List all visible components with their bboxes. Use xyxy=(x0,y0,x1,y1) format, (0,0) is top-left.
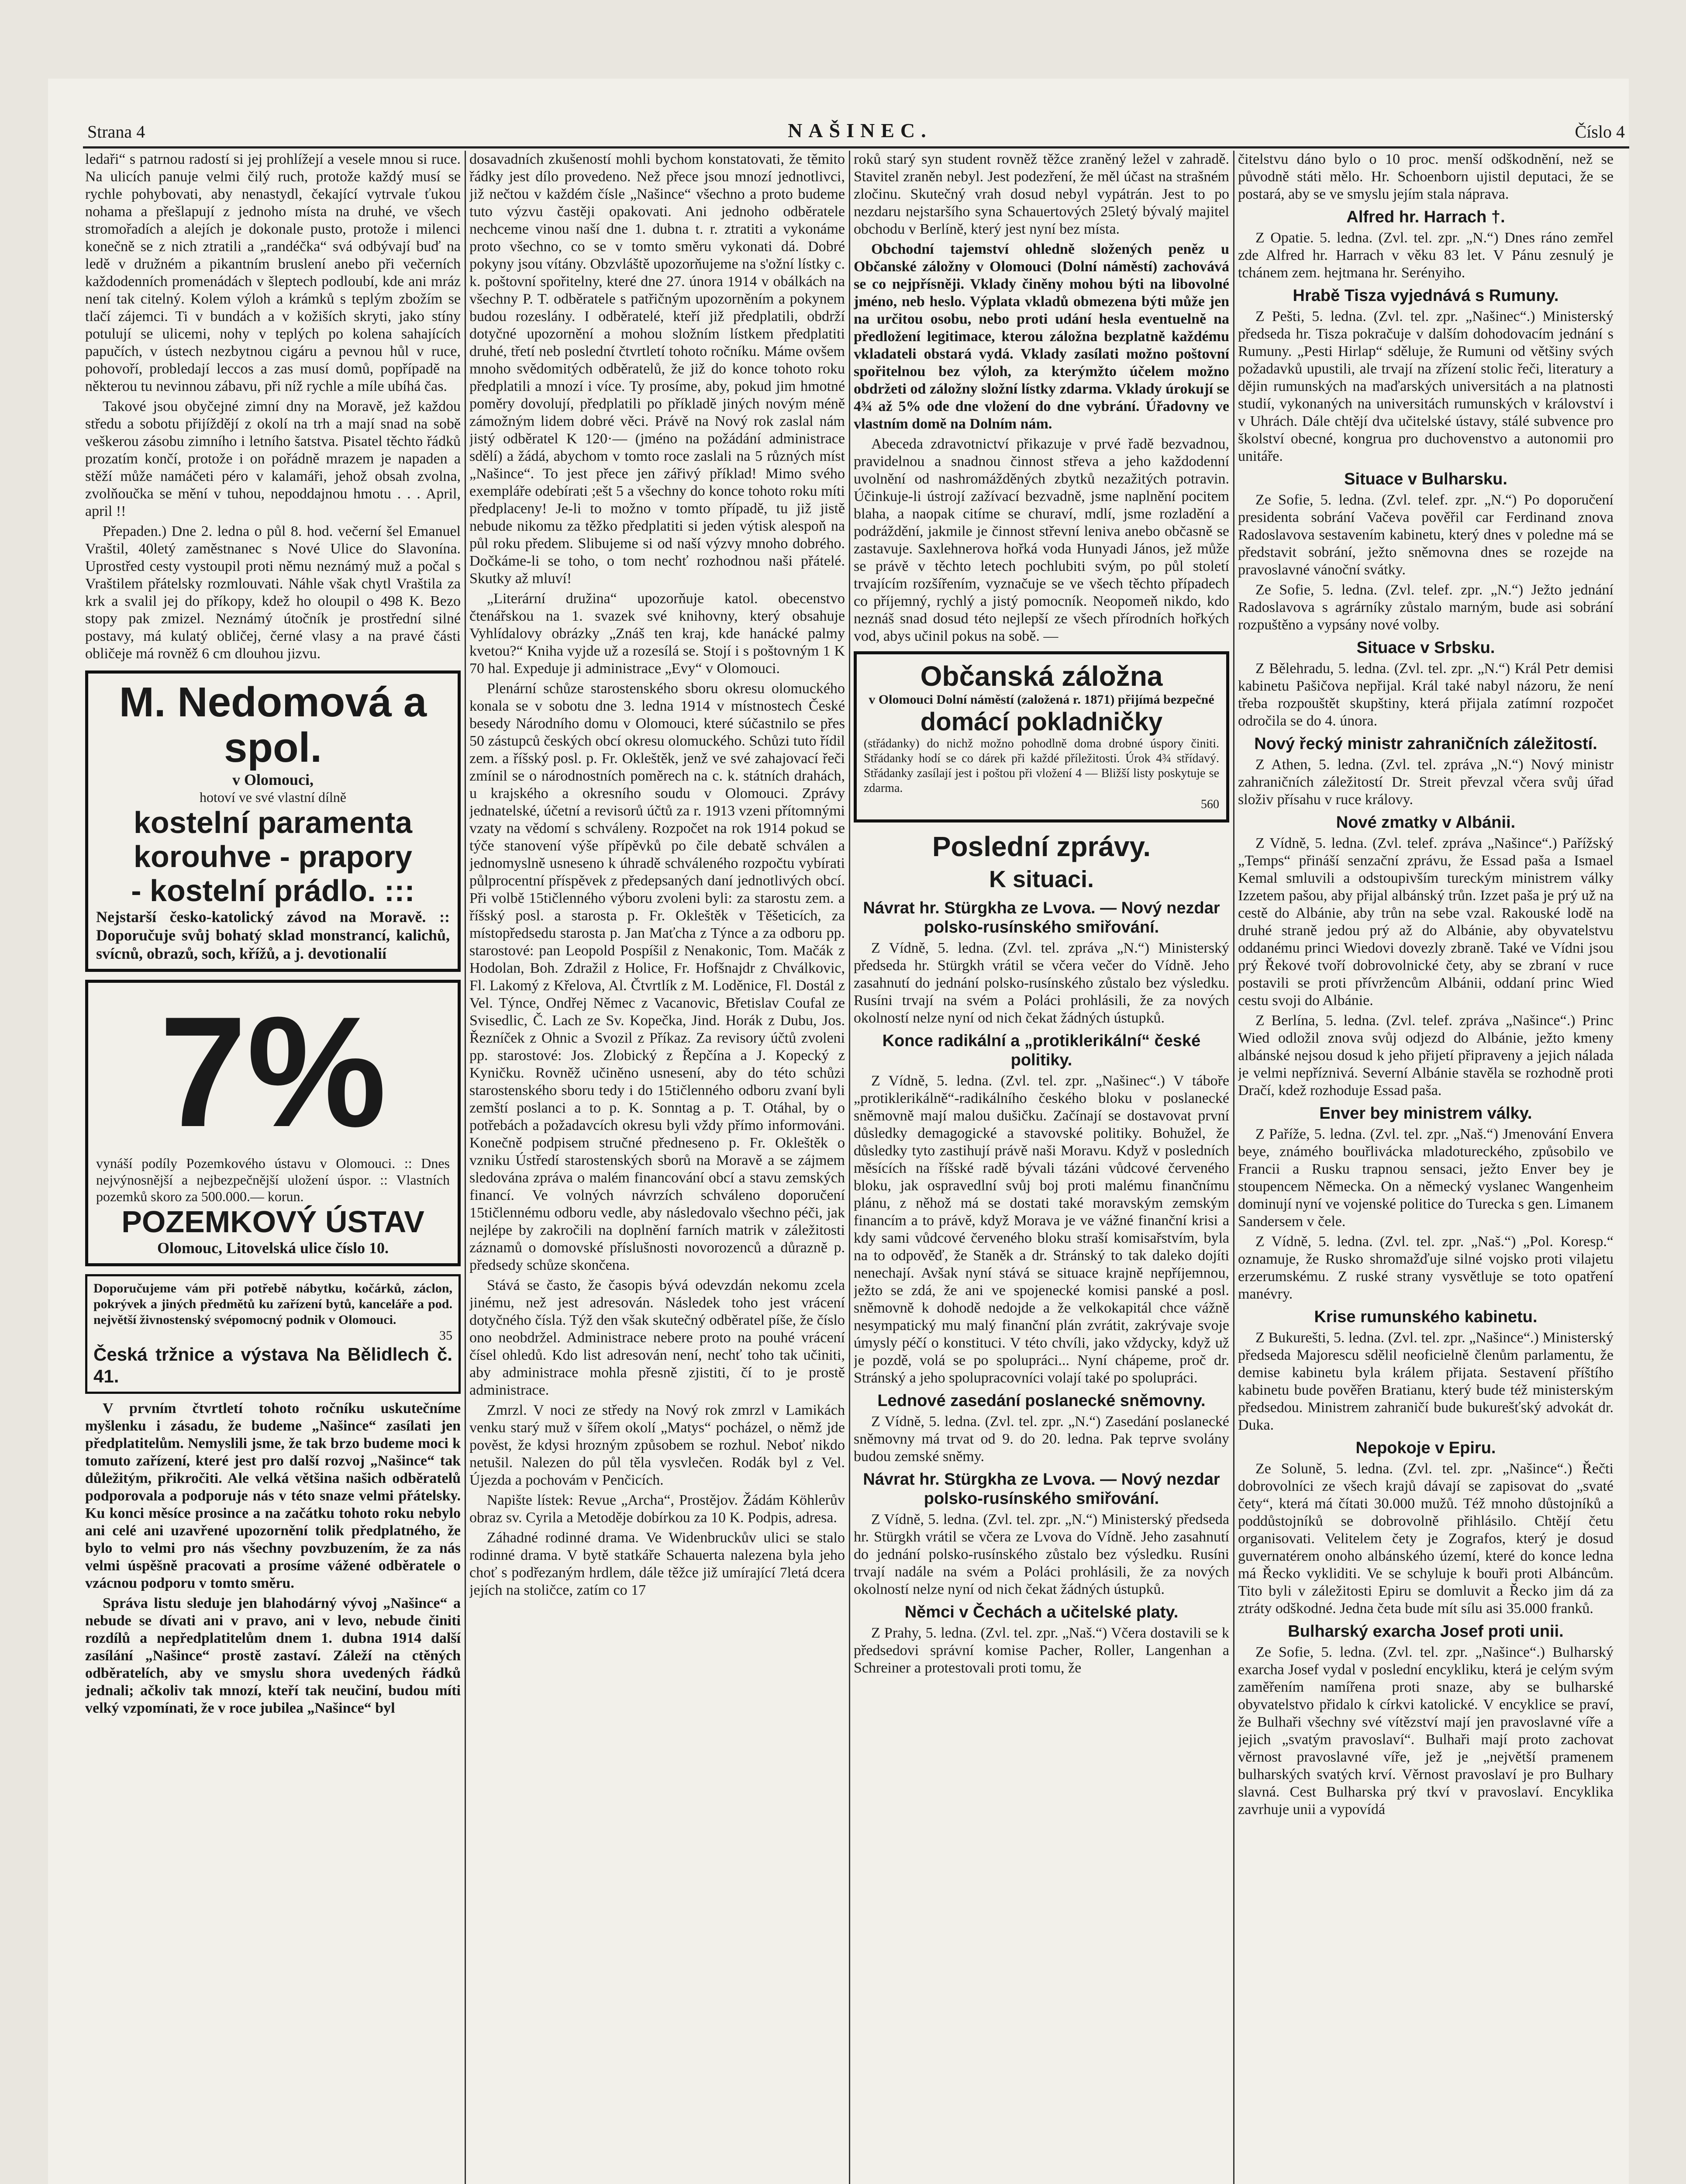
news-headline: Situace v Srbsku. xyxy=(1356,639,1495,657)
article-text: dosavadních zkušeností mohli bychom konstatovati, že těmito řádky jest dílo provedeno. Než přece jsou mnozí jednotlivci, již nečtou v každém čísle „Našince“ všechno a proto budeme tuto výzvu častěji opakovati. Ani jednoho odběratele nechceme vinou naší dne 1. dubna t. r. ztratiti a vykonáme proto všechno, co se v tomto směru vykonati dá. Dobré pokyny jsou vítány. Obzvláště upozorňujeme na s'ožní lístky c. k. poštovní spořitelny, které dne 27. února 1914 v obálkách na všechny P. T. odběratele s patřičným upozorněním a pokynem budou rozeslány. I odběratelé, kteří již předplatili, obdrží dotyčné upozornění a mohou složním lístkem předplatiti druhé, třetí neb poslední čtvrtletí tohoto ročníku. Máme ovšem mnoho svědomitých odběratelů, že již do konce tohoto roku předplatili a mnozí i více. Ty prosíme, aby, pokud jim hmotné poměry dovolují, předplatili po příkladě jiných novým méně zámožným lidem dobré věci. Právě na Nový rok zaslal nám jistý odběratel K 120·— (jméno na požádání administrace sdělí) a žádá, abychom v tomto roce zaslali na 5 různých míst „Našince“. To jest přece jen zářivý příklad! Mimo svého exempláře odebírati ;ešt 5 a všechny do konce tohoto roku míti předplaceny! Je-li to možno v tomto případě, tu již jistě nebude nikomu za těžko předplatiti si jeden výtisk alespoň na půl roku předem. Slibujeme si od naší výzvy mnoho dobrého. Dočkáme-li se toho, o tom nechť rozhodnou naši přátelé. Skutky až mluví! xyxy=(469,151,845,587)
news-headline: Nový řecký ministr zahraničních záležitostí. xyxy=(1254,735,1597,753)
news-text: Z Pešti, 5. ledna. (Zvl. tel. zpr. „Našinec“.) Ministerský předseda hr. Tisza pokračuje v dalším dohodovacím jednání s Rumuny. „Pesti Hirlap“ sděluje, že Rumuni od většiny svých požadavků upustili, ale trvají na zřízení stolic řeči, literatury a dějin rumunských na maďarských universitách a na platnosti studií, vykonaných na universitách rumunských v království i v Uhrách. Dále chtějí dva učitelské ústavy, stálé subvence pro školství obecné, kongrua pro duchovenstvo a autonomii pro unitáře. xyxy=(1238,308,1614,464)
advertisement-nedomova xyxy=(85,670,461,972)
masthead-title: NAŠINEC. xyxy=(788,119,932,142)
news-text: Z Opatie. 5. ledna. (Zvl. tel. zpr. „N.“) Dnes ráno zemřel zde Alfred hr. Harrach v věku 83 let. V Pánu zesnulý je tchánem zem. hejtmana hr. Serényiho. xyxy=(1238,230,1614,281)
ad-line: korouhve - prapory xyxy=(134,840,412,874)
page-number: Strana 4 xyxy=(87,122,145,142)
article-text: Stává se často, že časopis bývá odevzdán nekomu zcela jinému, než jest adresován. Následek toho jest vrácení dotyčného čísla. Týž den však skutečný odběratel píše, že číslo ono neobdržel. Administrace nebere proto na pouhé vrácení čísel ohledů. Kdo list adresován není, nechť toho tak učiniti, aby administrace mohla přesně zjistiti, čí to je prostě administrace. xyxy=(469,1277,845,1398)
page-header xyxy=(87,111,1625,142)
news-headline: Návrat hr. Stürgkha ze Lvova. — Nový nezdar polsko-rusínského smiřování. xyxy=(863,1470,1220,1508)
advertisement-pozemkovy-ustav xyxy=(85,980,461,1266)
news-text: Ze Sofie, 5. ledna. (Zvl. telef. zpr. „N.“) Po doporučení presidenta sobrání Vačeva pověřil car Ferdinand znova Radoslavova sestavením kabinetu, který dnes v poledne má se představit sobrání, ježto sněmovna dnes se rozejde na pravoslavné vánoční svátky. xyxy=(1238,492,1614,578)
news-text: Z Vídně, 5. ledna. (Zvl. tel. zpr. „Naš.“) „Pol. Koresp.“ oznamuje, že Rusko shromažďuje silné vojsko proti vilajetu erzerumskému. Z ruské strany vysvětluje se toto opatření manévry. xyxy=(1238,1234,1614,1302)
ad-company-name: M. Nedomová a spol. xyxy=(119,679,427,771)
news-text: Ze Sofie, 5. ledna. (Zvl. telef. zpr. „N.“) Ježto jednání Radoslavova s agrárníky zůstalo marným, bude asi sobrání rozpuštěno a vypsány nové volby. xyxy=(1238,582,1614,633)
news-text: Z Paříže, 5. ledna. (Zvl. tel. zpr. „Naš.“) Jmenování Envera beye, známého bouřlivácka mladotureckého, způsobilo ve Francii a Rusku trapnou sensaci, ježto Enver bey je stoupencem Německa. On a německý vyslanec Wangenheim dominují nyní ve vojenské politice do Turecka s gen. Limanem Sandersem v čele. xyxy=(1238,1126,1614,1230)
article-text: Záhadné rodinné drama. Ve Widenbruckův ulici se stalo rodinné drama. V bytě statkáře Schauerta nalezena byla jeho choť s podřezaným hrdlem, dále těžce již umírající 7letá dcera jejích na stoličce, zatím co 17 xyxy=(469,1530,845,1598)
article-text: Zmrzl. V noci ze středy na Nový rok zmrzl v Lamikách venku starý muž v šířem okolí „Matys“ pocházel, o němž jde pověst, že kdysi hrozným způsobem se rozhul. Neboť nikdo netušil. Nalezen do půl těla vysvlečen. Rodák byl z Vel. Újezda a pochovám v Penčicích. xyxy=(469,1402,845,1488)
news-text: Z Vídně, 5. ledna. (Zvl. tel. zpr. „N.“) Ministerský předseda hr. Stürgkh vrátil se včera ze Lvova do Vídně. Jeho zasahnutí do jednání polsko-rusínského zůstalo bez výsledku. Rusíni trvají nadále na svém a Poláci prohlásili, že za nových okolností nelze nyní od nich čekat žádných ústupků. xyxy=(854,1511,1229,1597)
news-headline: Nepokoje v Epiru. xyxy=(1355,1439,1496,1457)
article-text: „Literární družina“ upozorňuje katol. obecenstvo čtenářskou na 1. svazek své knihovny, který obsahuje Vyhlídalovy obrázky „Znáš ten kraj, kde hanácké palmy kvetou?“ Kniha vyjde už a rozesílá se. Stojí i s poštovným 1 K 70 hal. Expeduje ji administrace „Evy“ v Olomouci. xyxy=(469,591,845,677)
article-text: Plenární schůze starostenského sboru okresu olomuckého konala se v sobotu dne 3. ledna 1914 v místnostech České besedy Národního domu v Olomouci, které súčastnilo se přes 50 zástupců českých obcí okresu olomuckého. Schůzi tuto řídil zem. a říšský posl. p. Fr. Okleštěk, jenž ve své zahajovací řeči zmínil se o národnostních poměrech na c. k. státních drahách, u krajského a okresního soudu v Olomouci. Zprávy jednatelské, účetní a revisorů účtů za r. 1913 vzeni přítomnými vzaty na vědomí s schváleny. Rozpočet na rok 1914 pokud se týče stanovení výše přípěvků po čile debatě schválen a jednomyslně usneseno k úhradě schváleného rozpočtu vybírati půlprocentní příspěvek z předepsaných daní jednotlivých obcí. Při volbě 15tičlenného výboru zvoleni byli: za starostu zem. a říšský posl. a starosta p. Fr. Okleštěk v Těšeticích, za místopředsedu starosta p. Jan Maťcha z Týnce a za odboru pp. starostové: pan Leopold Pospíšil z Nenakonic, Tom. Mačák z Hodolan, Boh. Zdražil z Holice, Fr. Hofšnajdr z Chválkovic, Fl. Lakomý z Křelova, Al. Čtvrtlík z M. Loděnice, Fl. Dostál z Vel. Týnce, Ondřej Němec z Vacanovic, Břetislav Coufal ze Svisedlic, Č. Lach ze Sv. Kopečka, Jind. Horák z Dubu, Jos. Řezníček z Ohnic a Svozil z Příkaz. Za revisory účtů zvoleni pp. starostové: Jos. Zlobický z Řepčína a J. Kopecký z Kyničku. Rovněž učiněno usnesení, aby do této schůzi starostenského sboru tedy i do 15tičlenného odboru zvaní byli zemští poslanci a to p. K. Sonntag a p. T. Otáhal, by o potřebách a požadavcích okresu byli vždy přímo informováni. Konečně podpisem stručné předneseno p. Fr. Okleštěk o vzniku Ústředí starostenských sborů na Moravě a se zájmem sledována zpráva o malém financování obcí a stavu zemských financí. Ve volných návrzích schváleno doporučení 15tičlennému odboru vedle, aby následovalo všechno péči, jak nejlépe by zakročili na doplnění farních matrik v záležitosti záznamů o domovské příslušnosti novorozenců a důrazně p. předsedy schůze skončena. xyxy=(469,681,845,1273)
news-text: Ze Sofie, 5. ledna. (Zvl. tel. zpr. „Našince“.) Bulharský exarcha Josef vydal v poslední encykliku, která je celým svým zaměřením namířena proti snaze, aby se bulharské obyvatelstvo přidalo k církvi katolické. V encyklice se praví, že Bulhaři všechny své vítězství mají jen pravoslavné víře a jejich „svatým pravoslaví“. Bulhaři mají proto zachovat věrnost pravoslavné víře, jež je „největší pramenem bulharských svatých krví. Věrnost pravoslaví je pro Bulhary slavná. Cest Bulharska prý tkví v pravoslaví. Encyklika zavrhuje unii a vypovídá xyxy=(1238,1644,1614,1818)
news-text: Z Vídně, 5. ledna. (Zvl. tel. zpráva „N.“) Ministerský předseda hr. Stürgkh vrátil se včera večer do Vídně. Jeho zasahnutí do jednání polsko-rusínského zůstalo bez výsledku. Rusíni trvají na svém a Poláci prohlásili, že za nových okolností nelze nyní od nich čekat žádných ústupků. xyxy=(854,940,1229,1026)
news-headline: Konce radikální a „protiklerikální“ české politiky. xyxy=(882,1032,1201,1069)
ad-title: Občanská záložna xyxy=(920,660,1163,692)
news-headline: Alfred hr. Harrach †. xyxy=(1346,208,1505,226)
article-text: ledaři“ s patrnou radostí si jej prohlížejí a vesele mnou si ruce. Na ulicích panuje velmi čilý ruch, protože každý musí se rychle pohybovati, aby nenastydl, čekající vytrvale ťukou nohama a přešlapují z jednoho místa na druhé, ve všech stromořadích a alejích je dokonale pusto, protože i milenci konečně se z nich ztratili a „randéčka“ svá odbývají buď na ledě v družném a pikantním bruslení anebo při večerních každodenních promenádách v šleptech podloubí, kde ani mráz není tak citelný. Kolem výloh a krámků s teplým zbožím se tlačí zájemci. Ti v bundách a v kožiších skryti, jako stíny potulují se ulicemi, nohy v teplých po kolena sahajících papučích, v ústech nezbytnou cigáru a pevnou hůl v ruce, pohovoří, probledají leccos a zas musí domů, popřípadě na některou tu nevinnou zábavu, při níž rychle a míle ubíhá čas. xyxy=(85,151,461,394)
header-rule xyxy=(83,146,1629,149)
column-divider xyxy=(465,151,466,2184)
ad-number: 35 xyxy=(439,1328,452,1343)
news-text: čitelstvu dáno bylo o 10 proc. menší odškodnění, než se původně státi mělo. Hr. Schoenborn ujistil deputaci, že se postará, aby se ve smyslu jejím stala náprava. xyxy=(1238,151,1614,202)
section-heading: Poslední zprávy. xyxy=(932,831,1151,862)
news-text: Z Bělehradu, 5. ledna. (Zvl. tel. zpr. „N.“) Král Petr demisi kabinetu Pašičova nepřijal. Král také nabyl názoru, že není třeba rozpouštět skupštiny, která přijala zatímní rozpočet odročila se do 4. února. xyxy=(1238,660,1614,729)
column-3 xyxy=(854,151,1229,2184)
news-text: Z Prahy, 5. ledna. (Zvl. tel. zpr. „Naš.“) Včera dostavili se k předsedovi správní komise Pacher, Roller, Langenhan a Schreiner a protestovali proti tomu, že xyxy=(854,1625,1229,1676)
article-text: Správa listu sleduje jen blahodárný vývoj „Našince“ a nebude se dívati ani v pravo, ani v levo, nebude činiti rozdílů a nepředplatitelům dnem 1. dubna 1914 další zasílání „Našince“ prostě zastaví. Záleží na ctěných odběratelích, aby ve smyslu shora uvedených řádků jednali; ačkoliv tak mnozí, kteří tak neučiní, budou míti velký vzpomínati, že v roce jubilea „Našince“ byl xyxy=(85,1595,461,1716)
column-divider xyxy=(1233,151,1234,2184)
ad-percent: 7% xyxy=(159,984,387,1160)
ad-subtitle: v Olomouci Dolní náměstí (založená r. 1871) přijímá bezpečné xyxy=(869,692,1214,707)
news-headline: Enver bey ministrem války. xyxy=(1319,1104,1532,1123)
news-text: Z Bukurešti, 5. ledna. (Zvl. tel. zpr. „Našince“.) Ministerský předseda Majorescu sdělil neoficielně členům parlamentu, že demise kabinetu byla králem přijata. Sestavení příštího kabinetu bude pověřen Bratianu, který bude též ministerským předsedou. Ministrem zahraničí bude bukurešťský advokát dr. Duka. xyxy=(1238,1330,1614,1433)
ad-address: Olomouc, Litovelská ulice číslo 10. xyxy=(157,1239,389,1257)
news-headline: Hrabě Tisza vyjednává s Rumuny. xyxy=(1293,287,1559,305)
ad-subtitle: hotoví ve své vlastní dílně xyxy=(200,789,346,805)
news-text: Z Vídně, 5. ledna. (Zvl. tel. zpr. „Našinec“.) V táboře „protiklerikálně“-radikálního českého bloku v poslanecké sněmovně mají malou dušičku. Začínají se dostavovat první důsledky demagogické a stavovské politiky. Bohužel, že důsledky tyto zastihují právě naši Moravu. Když v posledních měsících na říšské radě bývali tázáni vůdcové červeného bloku, jak ospravedlní svůj boj proti malému finančnímu plánu, z něhož má se dostati také moravským zemským financím a to právě, když Morava je ve vážné finanční krisi a kdy sami vůdcové červeného bloku straší komisařstvím, byla na to odpověď, že Staněk a dr. Stránský to tak daleko dojíti nenechají. Avšak nyní stává se situace krajně nepříjemnou, ježto se zdá, že ani ve spojenecké komisi panské a posl. sněmovně k dohodě nedojde a že velkokapitál chce vážně nesympatický mu malý finanční plán zvrátit, zakrývaje svoje úmysly péčí o konstituci. V této chvíli, jako vždycky, když už je pozdě, volá se po spolupráci... Nyní chápeme, proč dr. Stránský a jeho spolupracovníci volají také po spolupráci. xyxy=(854,1073,1229,1386)
advertisement-obcanska-zalozna xyxy=(854,651,1229,822)
article-text: roků starý syn student rovněž těžce zraněný ležel v zahradě. Stavitel zraněn nebyl. Jest podezření, že měl účast na strašném zločinu. Skutečný vrah dosud nebyl vypátrán. Jest to po nezdaru nejstaršího syna Schauertových 25letý bývalý majitel obchodu v Berlíně, který jest nyní bez místa. xyxy=(854,151,1229,237)
news-text: Ze Soluně, 5. ledna. (Zvl. tel. zpr. „Našince“.) Řečti dobrovolníci ze všech krajů dávají se zapisovat do „svaté čety“, která má čítati 30.000 mužů. Též mnoho důstojníků a poddůstojníků se dobrovolně přihlásilo. Chtějí četu organisovati. Velitelem čety je Zografos, který je dosud guvernatérem onoho albánského území, které do konce ledna má Řecko vykliditi. Ve se schyluje k bouři proti Albáncům. Tito byli v záležitosti Epiru se domluvit a Řecko jim dá za ztráty odškodné. Jedna četa bude mít sílu asi 35.000 franků. xyxy=(1238,1461,1614,1617)
column-1 xyxy=(85,151,461,2184)
news-text: Z Vídně, 5. ledna. (Zvl. tel. zpr. „N.“) Zasedání poslanecké sněmovny má trvat od 9. do 20. ledna. Pak teprve svolány budou zemské sněmy. xyxy=(854,1413,1229,1465)
news-headline: Krise rumunského kabinetu. xyxy=(1314,1308,1538,1326)
article-text: Abeceda zdravotnictví přikazuje v prvé řadě bezvadnou, pravidelnou a snadnou činnost střeva a jeho každodenní uvolnění od nashromážděných zbytků nezažitých potravin. Účinkuje-li ústrojí zažívací bezvadně, jsme naplnění pocitem blaha, a naopak citíme se churaví, mdlí, jsme rozladění a podráždění, jakmile je činnost střevní leniva anebo občasně se zastavuje. Saxlehnerova hořká voda Hunyadi János, jež může se právě v těchto letech pochlubiti svým, po půl století trvajícím rozšířením, vyznačuje se ve všech těchto případech co příjemný, rychlý a jistý pomocník. Neopomeň nikdo, kdo neznáš snad dosud této nejlepší ze všech přírodních hořkých vod, abys učinil pokus na sobě. — xyxy=(854,436,1229,644)
article-text: Přepaden.) Dne 2. ledna o půl 8. hod. večerní šel Emanuel Vraštil, 40letý zaměstnanec s Nové Ulice do Slavonína. Uprostřed cesty vystoupil proti němu neznámý muž a počal s Vraštilem přátelsky rozmlouvati. Náhle však chytl Vraštila za krk a svalil jej do příkopy, kdež ho oloupil o 498 K. Bezo stopy pak zmizel. Neznámý útočník je prostřední silné postavy, má kulatý obličej, černé vlasy a na pravé části obličeje má rovněž 6 cm dlouhou jizvu. xyxy=(85,523,461,662)
ad-number: 560 xyxy=(1201,798,1219,811)
ad-city: v Olomouci, xyxy=(232,771,314,788)
ad-company-name: POZEMKOVÝ ÚSTAV xyxy=(121,1205,424,1239)
news-headline: Bulharský exarcha Josef proti unii. xyxy=(1288,1622,1564,1641)
news-text: Z Berlína, 5. ledna. (Zvl. telef. zpráva „Našince“.) Princ Wied odložil znova svůj odjezd do Albánie, ježto kmeny albánské nejsou dosud k jeho přijetí připraveny a jejich nálada je velmi nepříznivá. Severní Albánie stavěla se rozhodně proti Dračí, kdež rozhoduje Essad paša. xyxy=(1238,1013,1614,1099)
news-headline: Nové zmatky v Albánii. xyxy=(1336,813,1516,832)
news-headline: Němci v Čechách a učitelské platy. xyxy=(904,1603,1179,1621)
article-text: Napište lístek: Revue „Archa“, Prostějov. Žádám Köhlerův obraz sv. Cyrila a Metoděje dobírkou za 10 K. Podpis, adresa. xyxy=(469,1492,845,1526)
column-2 xyxy=(469,151,845,2184)
advertisement-ceska-trznice xyxy=(85,1274,461,1394)
news-text: Z Athen, 5. ledna. (Zvl. tel. zpráva „N.“) Nový ministr zahraničních záležitostí Dr. Streit převzal včera svůj úřad složiv přísahu v ruce královy. xyxy=(1238,757,1614,808)
ad-description: (střádanky) do nichž možno pohodlně doma drobné úspory činiti. Střádanky hodí se co dárek při každé příležitosti. Úrok 4¾ střídavý. Střádanky zasílají jest i poštou při vložení 4 — Bližší listy poskytuje se zdarma. xyxy=(864,737,1219,795)
ad-line: - kostelní prádlo. ::: xyxy=(131,874,415,908)
article-text: V prvním čtvrtletí tohoto ročníku uskutečníme myšlenku i zásadu, že budeme „Našince“ zasílati jen předplatitelům. Nemyslili jsme, že tak brzo budeme moci k tomuto zařízení, které jest pro další rozvoj „Našince“ tak důležitým, přikročiti. Ale velká většina našich odběratelů podporovala a podporuje nás v této snaze velmi přátelsky. Ku konci měsíce prosince a na začátku tohoto roku nebylo ani celé ani uzavřené upozornění tolik předplatného, že bylo to velmi pro nás všechny povzbuzením, že za nás velmi úspěšně pracovati a prosíme vážené odběratele o vzácnou podporu v tomto směru. xyxy=(85,1400,461,1591)
news-headline: Návrat hr. Stürgkha ze Lvova. — Nový nezdar polsko-rusínského smiřování. xyxy=(863,899,1220,936)
ad-description: vynáší podíly Pozemkového ústavu v Olomouci. :: Dnes nejvýnosnější a nejbezpečnější uložení úspor. :: Vlastních pozemků skoro za 500.000.— korun. xyxy=(96,1155,450,1204)
section-subheading: K situaci. xyxy=(989,866,1094,892)
ad-company-name: Česká tržnice a výstava Na Bělidlech č. 41. xyxy=(93,1344,452,1386)
article-text: Takové jsou obyčejné zimní dny na Moravě, jež každou středu a sobotu přijíždějí z okolí na trh a mají snad na sobě veškerou zásobu zimního i letního šatstva. Pisatel těchto řádků prozatím končí, protože i on pořádně mrazem je napaden a stěží může namáčeti péro v kalamáři, jehož obsah zvolna, zvolňoučka se mění v tuhou, nepoddajnou hmotu . . . April, april !! xyxy=(85,398,461,519)
ad-description: Doporučujeme vám při potřebě nábytku, kočárků, záclon, pokrývek a jiných předmětů ku zařízení bytů, kanceláře a pod. největší živnostenský svépomocný podnik v Olomouci. xyxy=(93,1281,452,1327)
column-4 xyxy=(1238,151,1614,2184)
column-divider xyxy=(849,151,850,2184)
issue-number: Číslo 4 xyxy=(1575,122,1625,142)
news-headline: Lednové zasedání poslanecké sněmovny. xyxy=(877,1392,1206,1410)
article-text: Obchodní tajemství ohledně složených peněz u Občanské záložny v Olomouci (Dolní náměstí) zachovává se co nejpřísněji. Vklady činěny mohou býti na libovolné jméno, neb heslo. Výplata vkladů obmezena býti může jen na určitou osobu, nebo proti udání hesla eventuelně na předložení legitimace, kterou záložna bezplatně každému vkladateli obstará vydá. Vklady zasílati možno poštovní spořitelnou bez výloh, za kterýmžto účelem možno obdržeti od záložny složní lístky zdarma. Vklady úrokují se 4¾ až 5% ode dne vložení do dne vybrání. Úřadovny ve vlastním domě na Dolním nám. xyxy=(854,241,1229,432)
ad-line: kostelní paramenta xyxy=(134,805,412,840)
ad-title: domácí pokladničky xyxy=(920,708,1163,736)
ad-description: Nejstarší česko-katolický závod na Moravě. :: Doporučuje svůj bohatý sklad monstrancí, kalichů, svícnů, obrazů, soch, křížů, a j. devotionalií xyxy=(96,908,450,962)
news-text: Z Vídně, 5. ledna. (Zvl. telef. zpráva „Našince“.) Pařížský „Temps“ přináší senzační zprávu, že Essad paša a Ismael Kemal smluvili a odstoupivším tureckým ministrem války Izzetem pašou, aby přijal albánský trůn. Izzet paša je prý už na cestě do Albánie, aby trůn na sebe vzal. Rakouské lodě na druhé straně jedou prý až do Albánie, aby obyvatelstvu oddanému princi Wiedovi dovezly zbraně. Také ve Vídni jsou prý Řekové tvoří dobrovolnické čety, aby se zbraní v ruce postavili se proti přívržencům Albánii, oddaní princ Wied cestu svoji do Albánie. xyxy=(1238,835,1614,1009)
news-headline: Situace v Bulharsku. xyxy=(1344,470,1507,488)
